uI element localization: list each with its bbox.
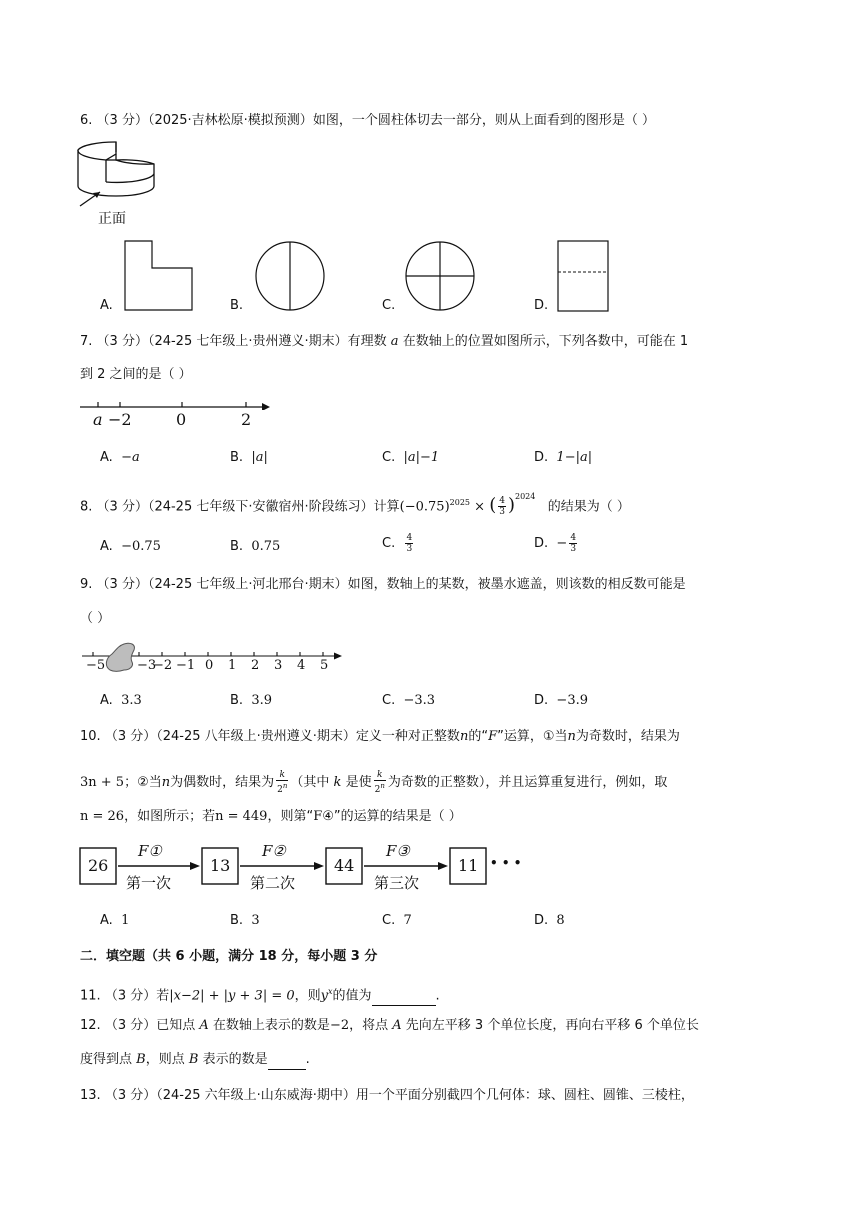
- option-b-label[interactable]: B.: [230, 298, 244, 313]
- option-c-circle-cross: [404, 240, 476, 312]
- front-label: 正面: [98, 211, 126, 227]
- option-b-circle-vertical-line: [254, 240, 326, 312]
- q11-answer-blank[interactable]: [372, 987, 436, 1006]
- q8-option-a[interactable]: A. −0.75: [100, 539, 161, 554]
- question-12-stem-line1: 12. （3 分）已知点 A 在数轴上表示的数是−2，将点 A 先向左平移 3 个单位长度，再向右平移 6 个单位长: [80, 1018, 699, 1033]
- q10-option-c[interactable]: C. 7: [382, 913, 412, 928]
- q7-axis-label-minus2: −2: [108, 410, 132, 429]
- chain-op-1: F①: [138, 842, 162, 860]
- q7-axis-label-a: a: [93, 410, 103, 429]
- chain-box-3: 44: [334, 856, 355, 875]
- q10-option-a[interactable]: A. 1: [100, 913, 130, 928]
- q7-number-line: [78, 398, 272, 410]
- question-10-stem-line1: 10. （3 分）（24-25 八年级上·贵州遵义·期末）定义一种对正整数n的“F”运算，①当n为奇数时，结果为: [80, 729, 680, 744]
- chain-ellipsis: • • •: [490, 856, 522, 870]
- chain-step-3: 第三次: [374, 874, 420, 892]
- chain-box-2: 13: [210, 856, 231, 875]
- option-d-label[interactable]: D.: [534, 298, 549, 313]
- q9-option-b[interactable]: B. 3.9: [230, 693, 273, 708]
- option-a-label[interactable]: A.: [100, 298, 113, 313]
- q7-option-d[interactable]: D. 1−|a|: [534, 450, 593, 465]
- chain-step-2: 第二次: [250, 874, 296, 892]
- q9-axis-label-5: 5: [320, 658, 329, 673]
- cut-cylinder-figure: [76, 136, 158, 208]
- q9-axis-label-4: 4: [297, 658, 306, 673]
- question-9-stem-line2: （ ）: [80, 611, 111, 626]
- q7-option-a[interactable]: A. −a: [100, 450, 140, 465]
- question-12-stem-line2: 度得到点 B，则点 B 表示的数是 .: [80, 1051, 310, 1070]
- q9-option-a[interactable]: A. 3.3: [100, 693, 142, 708]
- question-11-stem: 11. （3 分）若|x−2| + |y + 3| = 0，则$y^x$的值为 .: [80, 983, 440, 1006]
- option-c-label[interactable]: C.: [382, 298, 396, 313]
- question-10-stem-line3: n = 26，如图所示；若n = 449，则第“F④”的运算的结果是（ ）: [80, 809, 462, 824]
- section-2-title: 二．填空题（共 6 小题，满分 18 分，每小题 3 分: [80, 949, 378, 964]
- q9-axis-label-minus5: −5: [86, 658, 106, 673]
- question-13-stem: 13. （3 分）（24-25 六年级上·山东威海·期中）用一个平面分别截四个几何体：球、圆柱、圆锥、三棱柱，: [80, 1088, 694, 1103]
- q8-fraction: $\frac{4}{3}$: [499, 496, 505, 518]
- q9-axis-label-1: 1: [228, 658, 237, 673]
- q9-axis-label-0: 0: [205, 658, 214, 673]
- question-7-stem-line1: 7. （3 分）（24-25 七年级上·贵州遵义·期末）有理数 a 在数轴上的位置如图所示，下列各数中，可能在 1: [80, 334, 689, 349]
- q9-axis-label-3: 3: [274, 658, 283, 673]
- q10-fraction-k-over-2n: $\frac{k}{2^n}$: [277, 770, 288, 795]
- option-d-rectangle-dashed: [557, 240, 609, 312]
- option-a-l-shape: [124, 240, 194, 312]
- q9-axis-label-minus1: −1: [176, 658, 196, 673]
- chain-op-3: F③: [386, 842, 410, 860]
- q8-option-c[interactable]: C. $\frac{4}{3}$: [382, 533, 413, 554]
- q7-option-b[interactable]: B. |a|: [230, 450, 268, 465]
- q12-answer-blank[interactable]: [268, 1051, 306, 1070]
- q7-axis-label-2: 2: [241, 410, 252, 429]
- question-7-stem-line2: 到 2 之间的是（ ）: [80, 367, 192, 382]
- q8-option-b[interactable]: B. 0.75: [230, 539, 281, 554]
- q9-axis-label-minus3: −3: [137, 658, 157, 673]
- question-10-stem-line2: 3n + 5；②当n为偶数时，结果为 $\frac{k}{2^n}$ （其中 k 是使 $\frac{k}{2^n}$ 为奇数的正整数），并且运算重复进行，例如，取: [80, 770, 668, 795]
- q9-option-c[interactable]: C. −3.3: [382, 693, 436, 708]
- q8-option-d[interactable]: D. − $\frac{4}{3}$: [534, 533, 577, 554]
- q9-axis-label-minus2: −2: [153, 658, 173, 673]
- q10-option-b[interactable]: B. 3: [230, 913, 260, 928]
- q9-axis-label-2: 2: [251, 658, 260, 673]
- question-8-stem: 8. （3 分）（24-25 七年级下·安徽宿州·阶段练习）计算$(-0.75)^{2025}$ × ( $\frac{4}{3}$ )$^{2024}$ 的结果为（ ）: [80, 492, 630, 518]
- chain-box-1: 26: [88, 856, 109, 875]
- chain-step-1: 第一次: [126, 874, 172, 892]
- question-6-stem: 6. （3 分）（2025·吉林松原·模拟预测）如图，一个圆柱体切去一部分，则从上面看到的图形是（ ）: [80, 113, 655, 128]
- question-9-stem-line1: 9. （3 分）（24-25 七年级上·河北邢台·期末）如图，数轴上的某数，被墨水遮盖，则该数的相反数可能是: [80, 577, 686, 592]
- chain-box-4: 11: [458, 856, 479, 875]
- chain-op-2: F②: [262, 842, 286, 860]
- q7-option-c[interactable]: C. |a|−1: [382, 450, 440, 465]
- q10-option-d[interactable]: D. 8: [534, 913, 565, 928]
- q7-axis-label-0: 0: [176, 410, 187, 429]
- q9-option-d[interactable]: D. −3.9: [534, 693, 588, 708]
